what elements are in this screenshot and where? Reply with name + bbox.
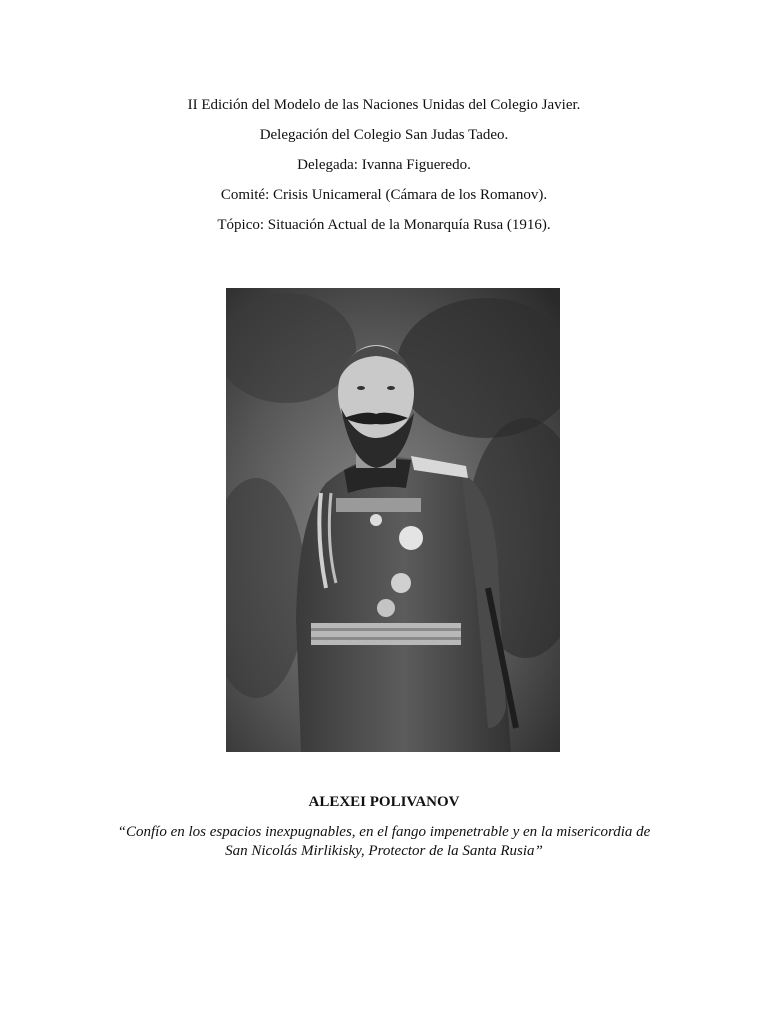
medal-bar	[336, 498, 421, 512]
belt	[311, 623, 461, 645]
event-title: II Edición del Modelo de las Naciones Unidas del Colegio Javier.	[187, 97, 581, 113]
figure-quote	[100, 823, 668, 861]
figure-name: ALEXEI POLIVANOV	[308, 794, 460, 810]
committee-line: Comité: Crisis Unicameral (Cámara de los Romanov).	[220, 187, 548, 203]
delegation-line: Delegación del Colegio San Judas Tadeo.	[259, 127, 509, 143]
document-header	[0, 90, 768, 240]
quote-line: San Nicolás Mirlikisky, Protector de la Santa Rusia”	[225, 843, 543, 859]
portrait-photo	[226, 288, 560, 752]
quote-line: “Confío en los espacios inexpugnables, en el fango impenetrable y en la misericordia de	[117, 824, 651, 840]
topic-line: Tópico: Situación Actual de la Monarquía Rusa (1916).	[217, 217, 551, 233]
portrait-illustration	[226, 288, 560, 752]
medal-star	[399, 526, 423, 550]
delegate-line: Delegada: Ivanna Figueredo.	[297, 157, 471, 173]
